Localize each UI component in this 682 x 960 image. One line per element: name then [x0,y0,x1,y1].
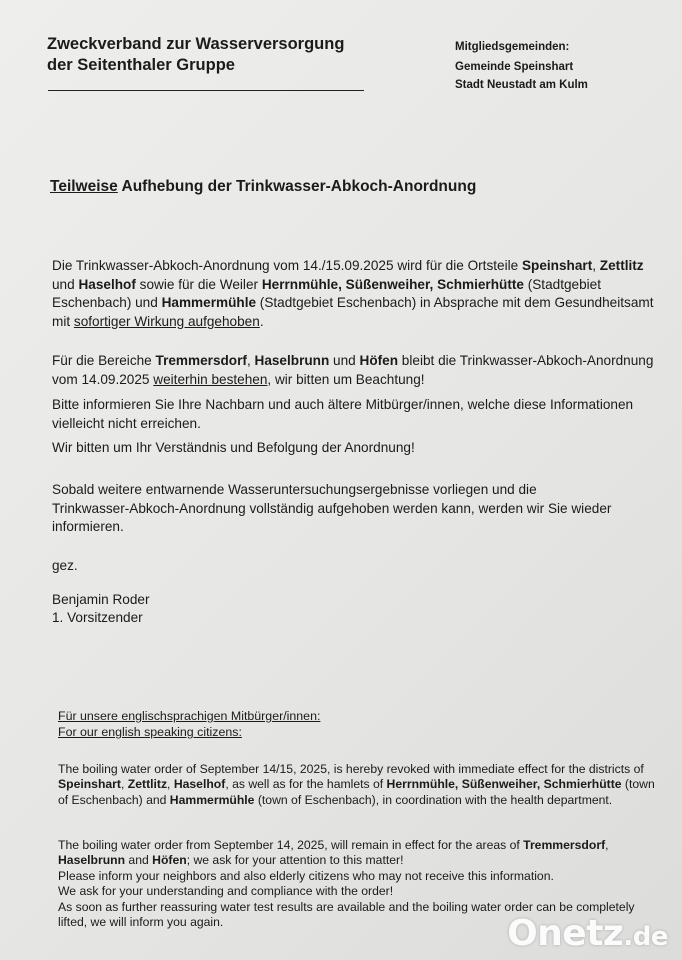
text: , [167,777,174,792]
text: The boiling water order from September 14, 2025, will remain in effect for the areas of [58,838,524,852]
signer-name: Benjamin Roder [52,592,150,607]
member-municipality-2: Stadt Neustadt am Kulm [455,79,588,91]
organization-name-line2: der Seitenthaler Gruppe [47,56,235,74]
text: , [246,353,255,368]
place-hammermuehle: Hammermühle [161,295,257,310]
place-tremmersdorf: Tremmersdorf [155,353,247,368]
further-info-text: Sobald weitere entwarnende Wasseruntersuchungsergebnisse vorliegen und die Trinkwasser-Abkoch-Anordnung vollständig aufgehoben werden kann, werden wir Sie wieder informieren. [52,482,612,534]
emphasis-remains: weiterhin bestehen [153,371,268,387]
inform-neighbors-text-en: Please inform your neighbors and also elderly citizens who may not receive this information. [58,868,554,883]
text: ; we ask for your attention to this matter! [186,853,404,868]
members-heading: Mitgliedsgemeinden: [455,41,570,53]
understanding-text: Wir bitten um Ihr Verständnis und Befolgung der Anordnung! [52,440,415,455]
onetz-logo [507,913,668,954]
text: and [125,853,153,868]
title-underlined-word: Teilweise [50,178,118,195]
text: (town of Eschenbach) and [58,777,655,807]
text: Die Trinkwasser-Abkoch-Anordnung vom 14./15.09.2025 wird für die Ortsteile [52,258,522,273]
organization-name-line1: Zweckverband zur Wasserversorgung [47,35,345,53]
text: , [592,258,600,273]
signature-gez: gez. [52,558,78,573]
member-municipality-1: Gemeinde Speinshart [455,61,574,73]
member-municipalities [455,38,675,94]
text: (Stadtgebiet Eschenbach) in Absprache mit dem Gesundheitsamt mit [52,295,654,329]
place-hoefen: Höfen [359,353,399,368]
text: sowie für die Weiler [135,276,262,292]
place-haselhof: Haselhof [78,276,136,292]
place-tremmersdorf: Tremmersdorf [523,838,606,852]
place-haselhof: Haselhof [173,777,226,792]
text: und [329,353,360,368]
english-heading-de: Für unsere englischsprachigen Mitbürger/innen: [58,709,321,723]
text: , wir bitten um Beachtung! [267,371,425,387]
organization-name [47,34,407,76]
hamlets: Herrnmühle, Süßenweiher, Schmierhütte [386,777,622,792]
text: , as well as for the hamlets of [225,777,387,792]
text: (Stadtgebiet Eschenbach) und [52,276,602,310]
understanding-text-en: We ask for your understanding and compliance with the order! [58,884,394,899]
text: . [259,313,264,329]
document-title [50,178,650,196]
place-hammermuehle: Hammermühle [169,792,255,807]
paragraph-de-1 [52,257,662,331]
paragraph-de-4 [52,439,662,458]
text: bleibt die Trinkwasser-Abkoch-Anordnung vom 14.09.2025 [52,353,654,387]
paragraph-de-2 [52,352,662,389]
place-speinshart: Speinshart [58,777,121,792]
title-rest: Aufhebung der Trinkwasser-Abkoch-Anordnung [117,178,477,195]
paragraph-de-5 [52,481,612,537]
english-section-heading [58,708,458,740]
english-heading-en: For our english speaking citizens: [58,725,242,739]
place-zettlitz: Zettlitz [599,258,644,273]
text: (town of Eschenbach), in coordination with the health department. [254,792,613,807]
place-haselbrunn: Haselbrunn [58,853,126,868]
further-info-text-en: As soon as further reassuring water test results are available and the boiling water order can be completely lifted, we will inform you again. [58,899,635,930]
signer-role: 1. Vorsitzender [52,610,143,625]
logo-name: Onetz [507,913,624,954]
place-zettlitz: Zettlitz [127,777,168,792]
text: , [605,838,609,852]
emphasis-immediate: sofortiger Wirkung aufgehoben [73,313,260,329]
text: The boiling water order of September 14/15, 2025, is hereby revoked with immediate effect for the districts of [58,762,644,776]
logo-tld: .de [623,922,668,952]
text: Für die Bereiche [52,353,156,368]
paragraph-en-1 [58,762,658,808]
place-speinshart: Speinshart [521,258,593,273]
place-haselbrunn: Haselbrunn [254,353,330,368]
text: und [52,276,79,292]
paragraph-de-3 [52,396,662,433]
text: , [121,777,128,792]
letterhead-divider [48,90,364,91]
hamlets: Herrnmühle, Süßenweiher, Schmierhütte [261,276,524,292]
inform-neighbors-text: Bitte informieren Sie Ihre Nachbarn und auch ältere Mitbürger/innen, welche diese Informationen vielleicht nicht erreichen. [52,397,634,431]
place-hoefen: Höfen [152,853,187,868]
